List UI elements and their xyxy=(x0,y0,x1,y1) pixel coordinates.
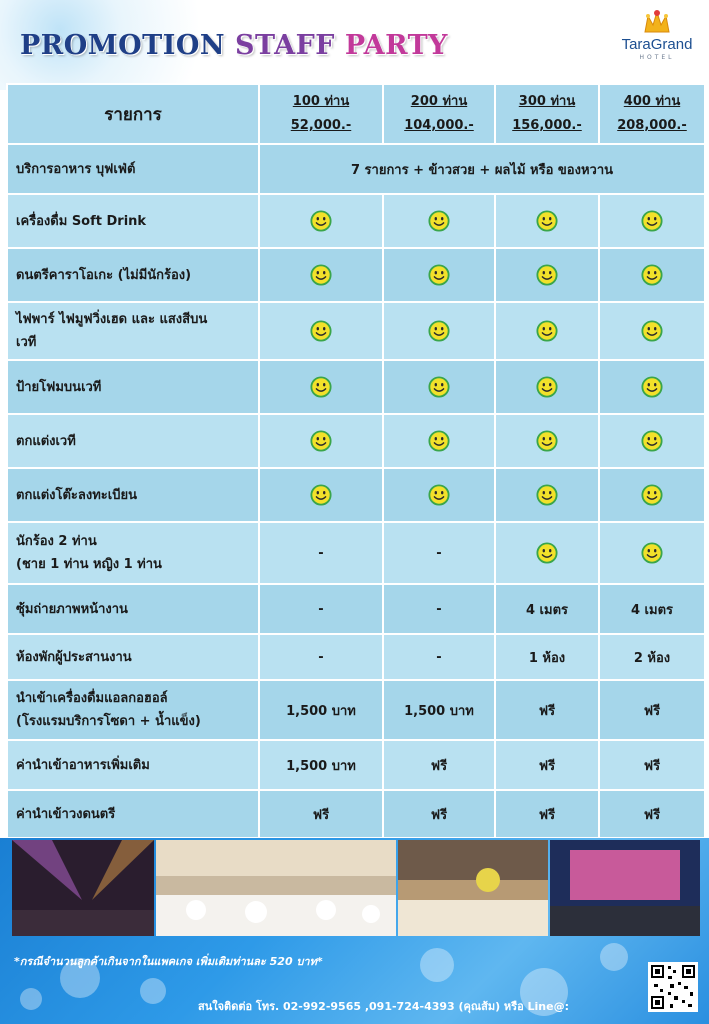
smiley-icon xyxy=(641,320,663,342)
row-label-line: นักร้อง 2 ท่าน xyxy=(16,534,97,549)
package-price: 52,000.- xyxy=(290,118,352,133)
included-cell xyxy=(259,468,383,522)
included-cell xyxy=(383,360,495,414)
smiley-icon xyxy=(641,430,663,452)
extra-guest-note: *กรณีจำนวนลูกค้าเกินจากในแพคเกจ เพิ่มเติมท่านละ 520 บาท* xyxy=(14,955,323,968)
table-row xyxy=(7,790,705,838)
smiley-icon xyxy=(310,264,332,286)
row-label: ตกแต่งโต๊ะลงทะเบียน xyxy=(7,468,259,522)
smiley-icon xyxy=(536,376,558,398)
value-cell: - xyxy=(383,584,495,634)
value-cell: - xyxy=(383,522,495,584)
smiley-icon xyxy=(428,376,450,398)
smiley-icon xyxy=(428,430,450,452)
table-row xyxy=(7,248,705,302)
table-row xyxy=(7,360,705,414)
smiley-icon xyxy=(641,376,663,398)
included-cell xyxy=(599,302,705,360)
smiley-icon xyxy=(428,264,450,286)
value-cell: - xyxy=(259,584,383,634)
included-cell xyxy=(383,414,495,468)
smiley-icon xyxy=(641,542,663,564)
package-guests: 400 ท่าน xyxy=(623,94,681,109)
row-label-line: ไฟพาร์ ไฟมูฟวิ่งเฮด และ แสงสีบน xyxy=(16,312,208,327)
value-cell: ฟรี xyxy=(495,790,599,838)
table-row xyxy=(7,522,705,584)
table-row xyxy=(7,144,705,194)
included-cell xyxy=(495,468,599,522)
included-cell xyxy=(383,468,495,522)
included-cell xyxy=(599,468,705,522)
included-cell xyxy=(599,414,705,468)
smiley-icon xyxy=(536,210,558,232)
row-label-line: (ชาย 1 ท่าน หญิง 1 ท่าน xyxy=(16,557,162,572)
event-photo-strip xyxy=(12,840,700,936)
buffet-description: 7 รายการ + ข้าวสวย + ผลไม้ หรือ ของหวาน xyxy=(259,144,705,194)
smiley-icon xyxy=(536,264,558,286)
smiley-icon xyxy=(641,484,663,506)
included-cell xyxy=(599,194,705,248)
included-cell xyxy=(259,414,383,468)
value-cell: - xyxy=(259,634,383,680)
included-cell xyxy=(259,194,383,248)
included-cell xyxy=(495,194,599,248)
value-cell: ฟรี xyxy=(599,790,705,838)
value-cell: 1,500 บาท xyxy=(383,680,495,740)
included-cell xyxy=(259,360,383,414)
title-staff: STAFF xyxy=(235,30,335,61)
table-row xyxy=(7,468,705,522)
smiley-icon xyxy=(310,376,332,398)
package-header xyxy=(599,84,705,144)
included-cell xyxy=(383,194,495,248)
title-party: PARTY xyxy=(344,30,448,61)
included-cell xyxy=(599,248,705,302)
row-label: ดนตรีคาราโอเกะ (ไม่มีนักร้อง) xyxy=(7,248,259,302)
event-photo xyxy=(550,840,700,936)
included-cell xyxy=(259,248,383,302)
value-cell: 1 ห้อง xyxy=(495,634,599,680)
included-cell xyxy=(495,522,599,584)
smiley-icon xyxy=(428,320,450,342)
qr-code[interactable] xyxy=(648,962,698,1012)
value-cell: ฟรี xyxy=(383,740,495,790)
value-cell: ฟรี xyxy=(383,790,495,838)
value-cell: 4 เมตร xyxy=(495,584,599,634)
package-guests: 300 ท่าน xyxy=(518,94,576,109)
row-label: เครื่องดื่ม Soft Drink xyxy=(7,194,259,248)
row-label: ค่านำเข้าอาหารเพิ่มเติม xyxy=(7,740,259,790)
row-label xyxy=(7,302,259,360)
row-label-line: เวที xyxy=(16,335,37,350)
row-label: ซุ้มถ่ายภาพหน้างาน xyxy=(7,584,259,634)
included-cell xyxy=(495,414,599,468)
crown-icon xyxy=(612,8,702,36)
row-label xyxy=(7,522,259,584)
row-label-line: (โรงแรมบริการโซดา + น้ำแข็ง) xyxy=(16,714,201,729)
smiley-icon xyxy=(536,484,558,506)
row-label-line: นำเข้าเครื่องดื่มแอลกอฮอล์ xyxy=(16,691,168,706)
table-row xyxy=(7,414,705,468)
smiley-icon xyxy=(428,484,450,506)
value-cell: ฟรี xyxy=(259,790,383,838)
logo-name: TaraGrand xyxy=(621,36,693,53)
row-label: ค่านำเข้าวงดนตรี xyxy=(7,790,259,838)
included-cell xyxy=(599,360,705,414)
smiley-icon xyxy=(310,320,332,342)
smiley-icon xyxy=(310,210,332,232)
event-photo xyxy=(12,840,154,936)
event-photo xyxy=(156,840,396,936)
package-header xyxy=(495,84,599,144)
smiley-icon xyxy=(310,484,332,506)
value-cell: 4 เมตร xyxy=(599,584,705,634)
included-cell xyxy=(259,302,383,360)
value-cell: 1,500 บาท xyxy=(259,740,383,790)
table-row xyxy=(7,584,705,634)
value-cell: - xyxy=(259,522,383,584)
row-label xyxy=(7,680,259,740)
package-guests: 100 ท่าน xyxy=(292,94,350,109)
row-label: ป้ายโฟมบนเวที xyxy=(7,360,259,414)
value-cell: ฟรี xyxy=(495,740,599,790)
title-promotion: PROMOTION xyxy=(20,30,226,61)
row-label: ห้องพักผู้ประสานงาน xyxy=(7,634,259,680)
value-cell: ฟรี xyxy=(599,740,705,790)
package-header xyxy=(259,84,383,144)
item-header: รายการ xyxy=(7,84,259,144)
row-label: บริการอาหาร บุฟเฟ่ต์ xyxy=(7,144,259,194)
table-row xyxy=(7,680,705,740)
logo-subtitle: HOTEL xyxy=(639,54,675,61)
included-cell xyxy=(383,248,495,302)
smiley-icon xyxy=(536,542,558,564)
smiley-icon xyxy=(641,210,663,232)
value-cell: 1,500 บาท xyxy=(259,680,383,740)
event-photo xyxy=(398,840,548,936)
value-cell: - xyxy=(383,634,495,680)
row-label: ตกแต่งเวที xyxy=(7,414,259,468)
smiley-icon xyxy=(428,210,450,232)
package-guests: 200 ท่าน xyxy=(410,94,468,109)
included-cell xyxy=(383,302,495,360)
smiley-icon xyxy=(310,430,332,452)
package-price: 104,000.- xyxy=(404,118,474,133)
included-cell xyxy=(495,360,599,414)
smiley-icon xyxy=(536,320,558,342)
included-cell xyxy=(495,302,599,360)
package-header xyxy=(383,84,495,144)
table-header-row xyxy=(7,84,705,144)
value-cell: ฟรี xyxy=(495,680,599,740)
table-row xyxy=(7,302,705,360)
promotion-table xyxy=(6,83,704,835)
smiley-icon xyxy=(641,264,663,286)
table-row xyxy=(7,740,705,790)
included-cell xyxy=(599,522,705,584)
hotel-logo xyxy=(612,8,702,66)
table-row xyxy=(7,194,705,248)
contact-info: สนใจติดต่อ โทร. 02-992-9565 ,091-724-4393 (คุณส้ม) หรือ Line@: xyxy=(198,1000,569,1013)
included-cell xyxy=(495,248,599,302)
page-title xyxy=(20,30,448,61)
value-cell: 2 ห้อง xyxy=(599,634,705,680)
smiley-icon xyxy=(536,430,558,452)
value-cell: ฟรี xyxy=(599,680,705,740)
package-price: 156,000.- xyxy=(512,118,582,133)
table-row xyxy=(7,634,705,680)
package-price: 208,000.- xyxy=(617,118,687,133)
